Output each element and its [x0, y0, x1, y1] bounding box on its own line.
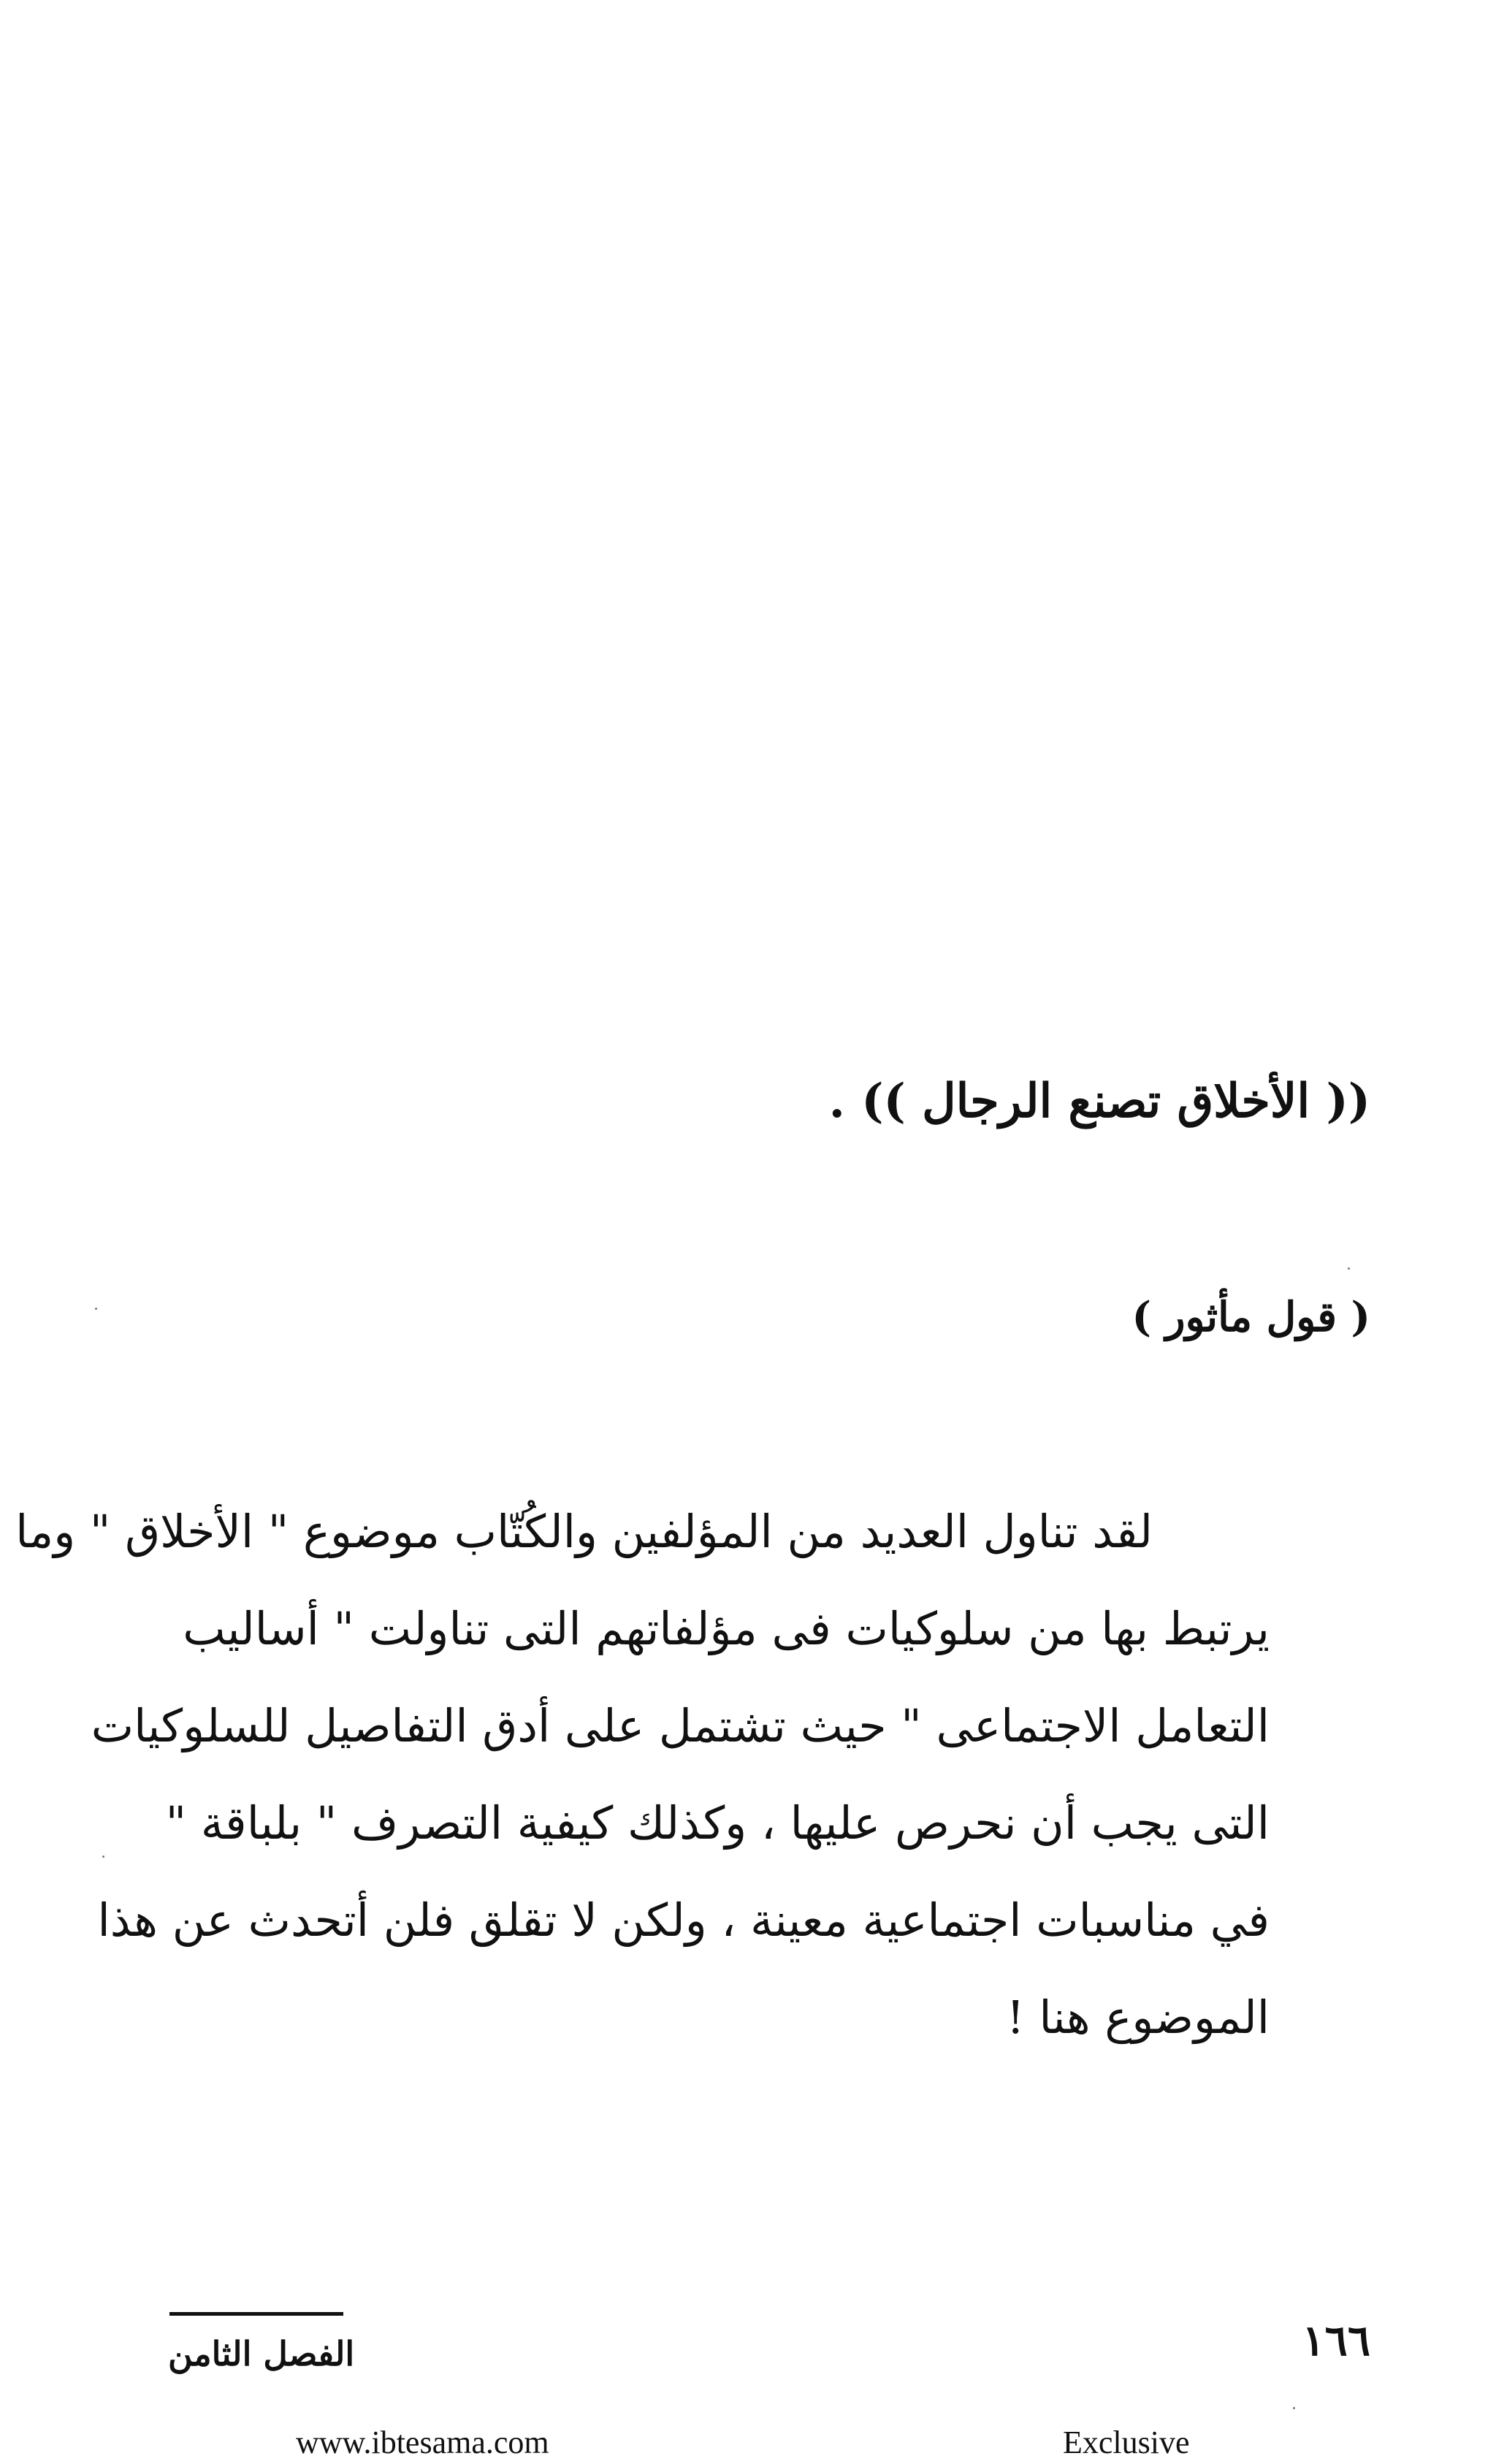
paragraph-line: في مناسبات اجتماعية معينة ، ولكن لا تقلق فلن أتحدث عن هذا [97, 1893, 1270, 1947]
body-paragraph [15, 1483, 1270, 2066]
footer-divider [169, 2312, 343, 2316]
paragraph-line: يرتبط بها من سلوكيات فى مؤلفاتهم التى تناولت " أساليب [183, 1602, 1270, 1655]
paragraph-line: لقد تناول العديد من المؤلفين والكُتّاب موضوع " الأخلاق " وما [15, 1505, 1153, 1558]
quote-text: (( الأخلاق تصنع الرجال )) . [828, 1074, 1370, 1129]
exclusive-watermark: Exclusive [1063, 2425, 1190, 2460]
paragraph-line: التى يجب أن نحرص عليها ، وكذلك كيفية التصرف " بلباقة " [165, 1796, 1270, 1850]
quote-source: ( قول مأثور ) [1131, 1293, 1370, 1341]
paragraph-line: الموضوع هنا ! [1006, 1991, 1270, 2044]
scan-speck [102, 1855, 104, 1858]
scan-speck [1348, 1267, 1350, 1270]
chapter-label: الفصل الثامن [168, 2334, 355, 2373]
scan-speck [95, 1308, 97, 1310]
website-watermark: www.ibtesama.com [296, 2425, 549, 2460]
paragraph-line: التعامل الاجتماعى " حيث تشتمل على أدق التفاصيل للسلوكيات [91, 1699, 1270, 1752]
page-number: ١٦٦ [1302, 2316, 1370, 2365]
scan-speck [1293, 2407, 1295, 2409]
